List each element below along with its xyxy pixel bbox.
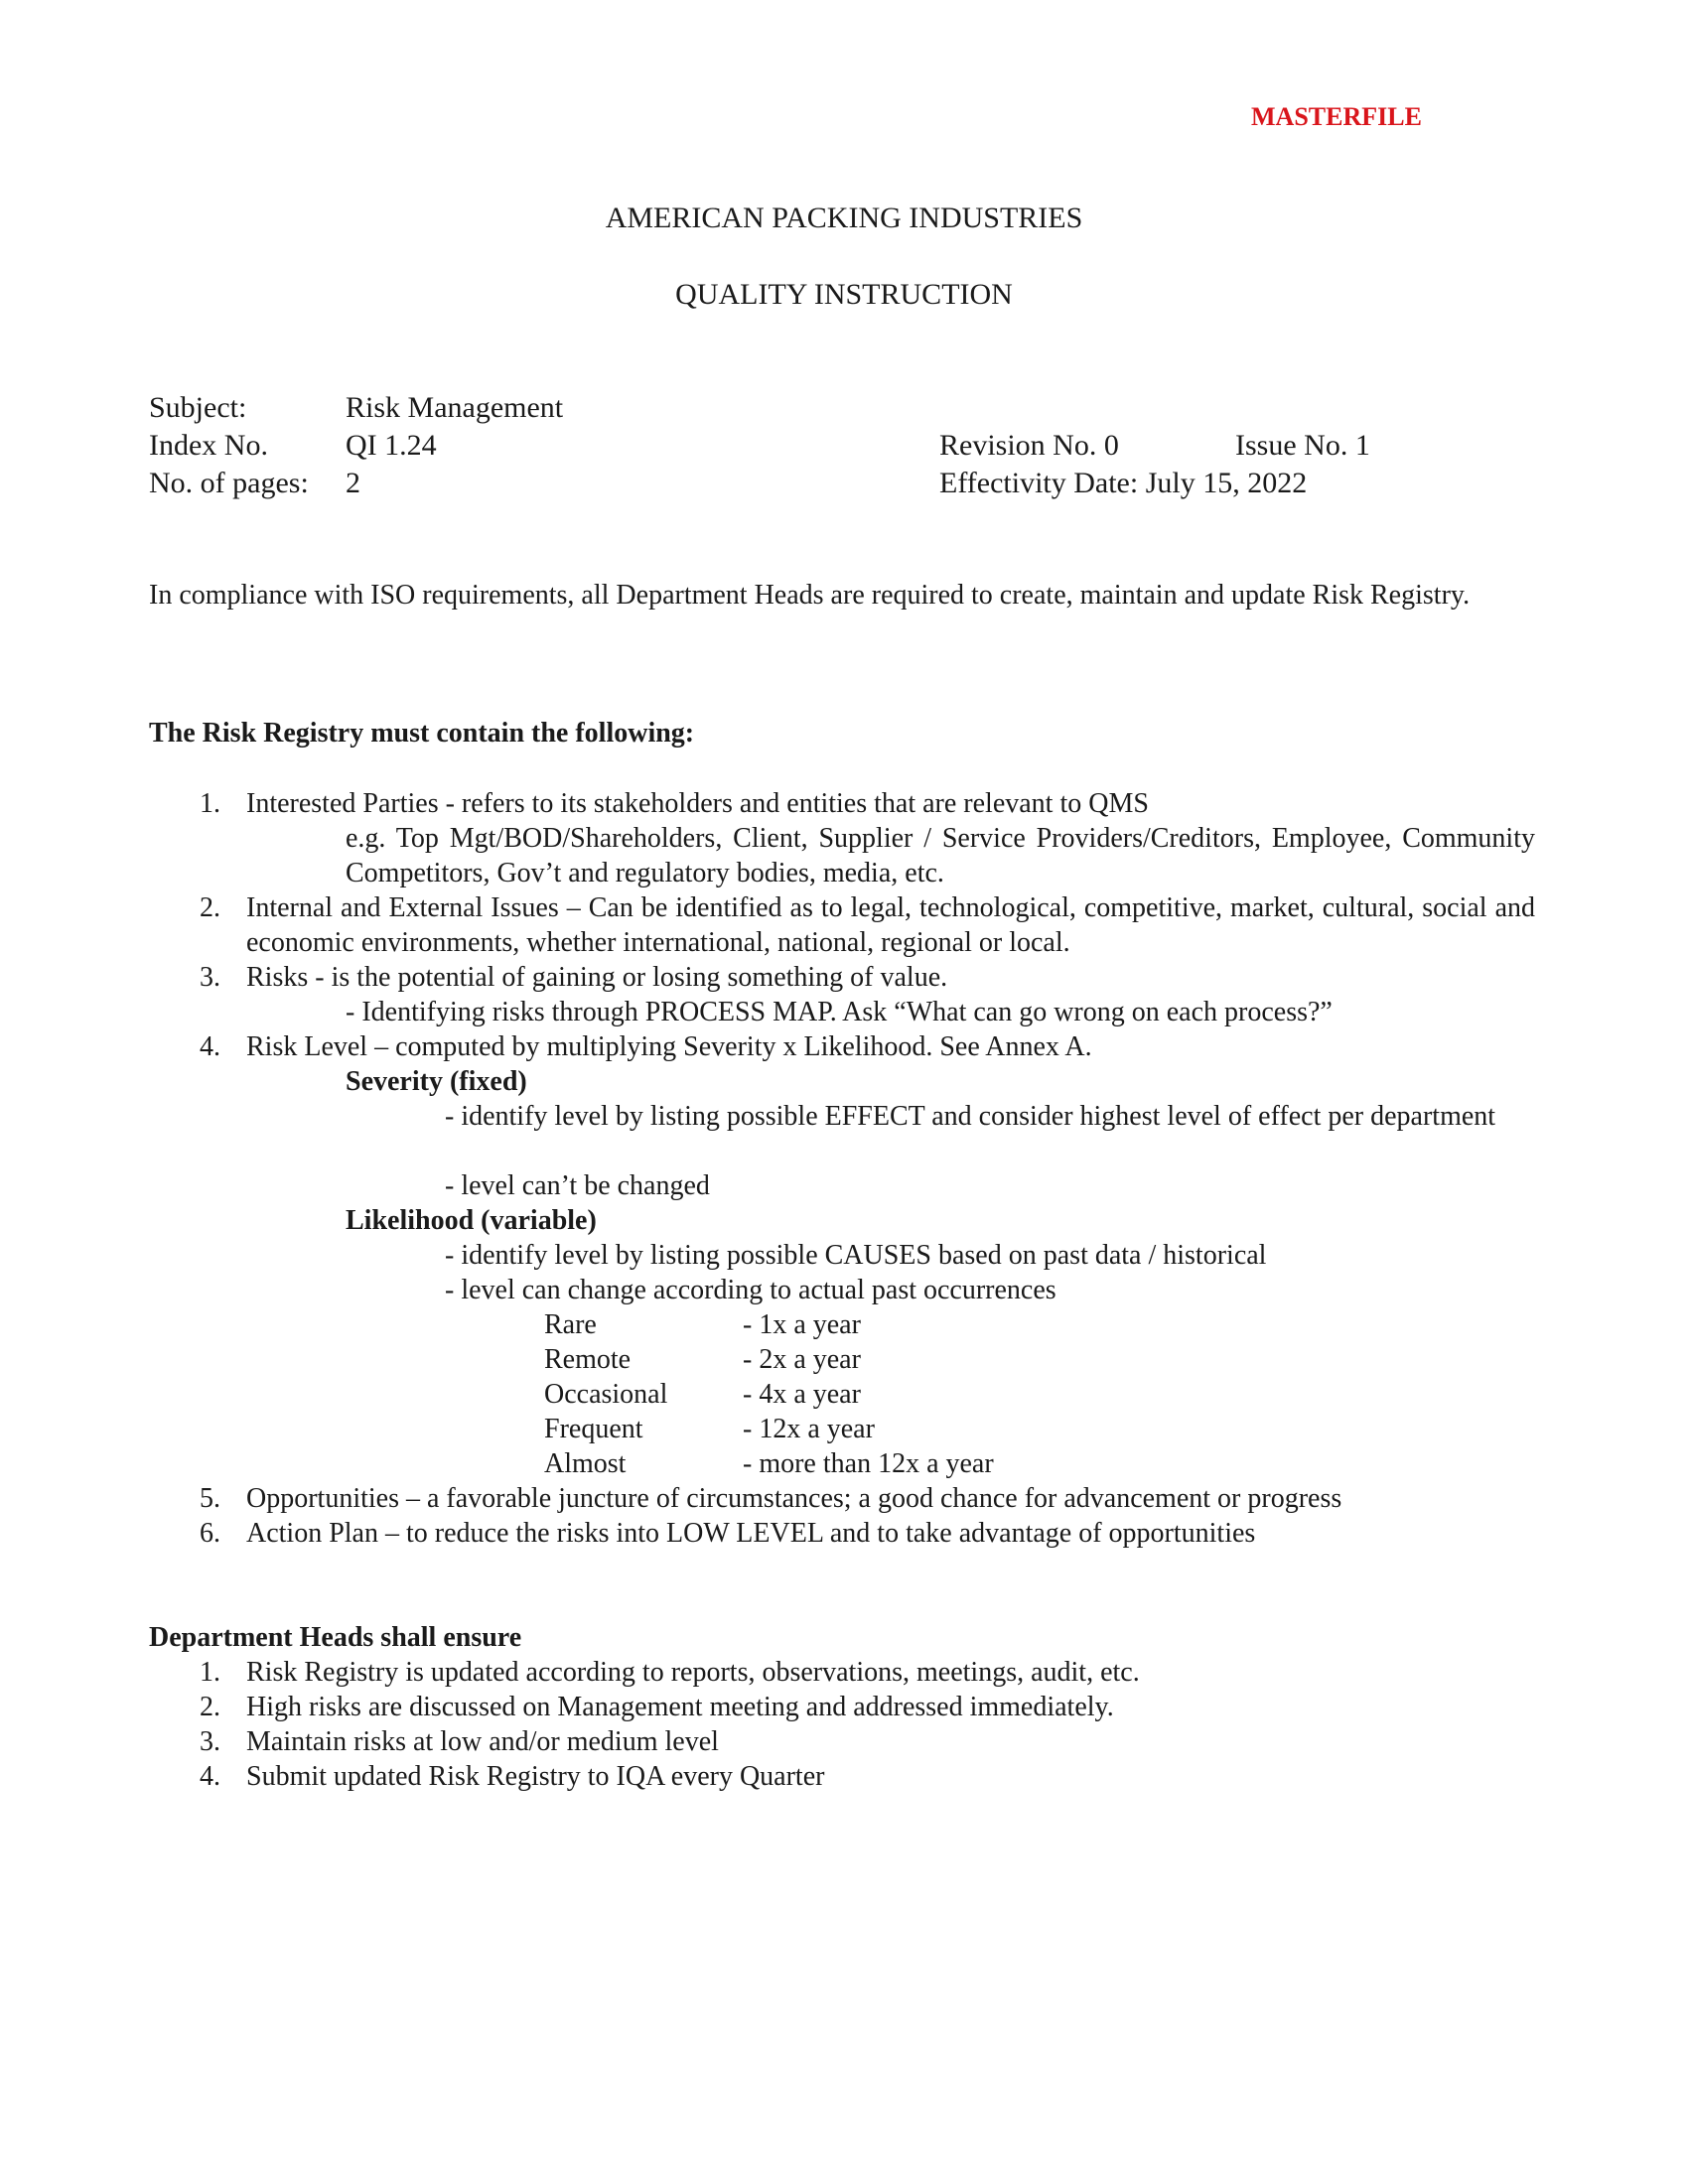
level-name: Frequent: [544, 1414, 643, 1444]
list-number: 2.: [200, 1692, 220, 1722]
registry-heading: The Risk Registry must contain the following:: [149, 718, 695, 749]
dept-item: Submit updated Risk Registry to IQA every Quarter: [246, 1761, 825, 1792]
level-frequency: - more than 12x a year: [743, 1448, 994, 1479]
level-frequency: - 4x a year: [743, 1379, 861, 1410]
effectivity-date: Effectivity Date: July 15, 2022: [939, 467, 1308, 499]
level-frequency: - 1x a year: [743, 1309, 861, 1340]
level-frequency: - 12x a year: [743, 1414, 875, 1444]
severity-heading: Severity (fixed): [346, 1066, 527, 1097]
list-number: 4.: [200, 1031, 220, 1062]
list-number: 5.: [200, 1483, 220, 1514]
list-number: 3.: [200, 1726, 220, 1757]
list-number: 4.: [200, 1761, 220, 1792]
issues-item: Internal and External Issues – Can be identified as to legal, technological, competitive, market, cultural, social and economic environments, whether international, national, regional or local.: [246, 892, 1535, 958]
risks-sub-item: - Identifying risks through PROCESS MAP. Ask “What can go wrong on each process?”: [346, 997, 1333, 1027]
level-name: Remote: [544, 1344, 632, 1375]
list-number: 2.: [200, 892, 220, 923]
level-name: Almost: [544, 1448, 627, 1479]
risk-level-item: Risk Level – computed by multiplying Severity x Likelihood. See Annex A.: [246, 1031, 1092, 1062]
severity-line-2: - level can’t be changed: [445, 1170, 710, 1201]
likelihood-line-1: - identify level by listing possible CAUSES based on past data / historical: [445, 1240, 1267, 1271]
revision-number: Revision No. 0: [939, 429, 1119, 462]
likelihood-heading: Likelihood (variable): [346, 1205, 597, 1236]
likelihood-line-2: - level can change according to actual past occurrences: [445, 1275, 1056, 1305]
interested-parties-item: Interested Parties - refers to its stakeholders and entities that are relevant to QMS: [246, 788, 1149, 819]
list-number: 1.: [200, 1657, 220, 1688]
company-name: AMERICAN PACKING INDUSTRIES: [605, 202, 1083, 234]
intro-paragraph: In compliance with ISO requirements, all Department Heads are required to create, maintain and update Risk Registry.: [149, 580, 1471, 611]
subject-value: Risk Management: [346, 391, 564, 424]
severity-line-1: - identify level by listing possible EFFECT and consider highest level of effect per department: [445, 1101, 1496, 1132]
pages-value: 2: [346, 467, 360, 499]
dept-item: Risk Registry is updated according to reports, observations, meetings, audit, etc.: [246, 1657, 1140, 1688]
list-number: 6.: [200, 1518, 220, 1549]
action-plan-item: Action Plan – to reduce the risks into LOW LEVEL and to take advantage of opportunities: [246, 1518, 1256, 1549]
level-name: Rare: [544, 1309, 597, 1340]
list-number: 3.: [200, 962, 220, 993]
index-value: QI 1.24: [346, 429, 437, 462]
subject-label: Subject:: [149, 391, 247, 424]
list-number: 1.: [200, 788, 220, 819]
risks-item: Risks - is the potential of gaining or losing something of value.: [246, 962, 948, 993]
index-label: Index No.: [149, 429, 268, 462]
dept-item: High risks are discussed on Management meeting and addressed immediately.: [246, 1692, 1114, 1722]
dept-item: Maintain risks at low and/or medium level: [246, 1726, 719, 1757]
opportunities-item: Opportunities – a favorable juncture of circumstances; a good chance for advancement or progress: [246, 1483, 1342, 1514]
interested-parties-example: e.g. Top Mgt/BOD/Shareholders, Client, Supplier / Service Providers/Creditors, Employee, Community Competitors, Gov’t and regulatory bodies, media, etc.: [346, 823, 1535, 888]
document-type: QUALITY INSTRUCTION: [675, 278, 1013, 311]
masterfile-stamp: MASTERFILE: [1251, 102, 1422, 131]
issue-number: Issue No. 1: [1235, 429, 1370, 462]
level-frequency: - 2x a year: [743, 1344, 861, 1375]
pages-label: No. of pages:: [149, 467, 309, 499]
dept-heads-heading: Department Heads shall ensure: [149, 1622, 522, 1653]
level-name: Occasional: [544, 1379, 668, 1410]
